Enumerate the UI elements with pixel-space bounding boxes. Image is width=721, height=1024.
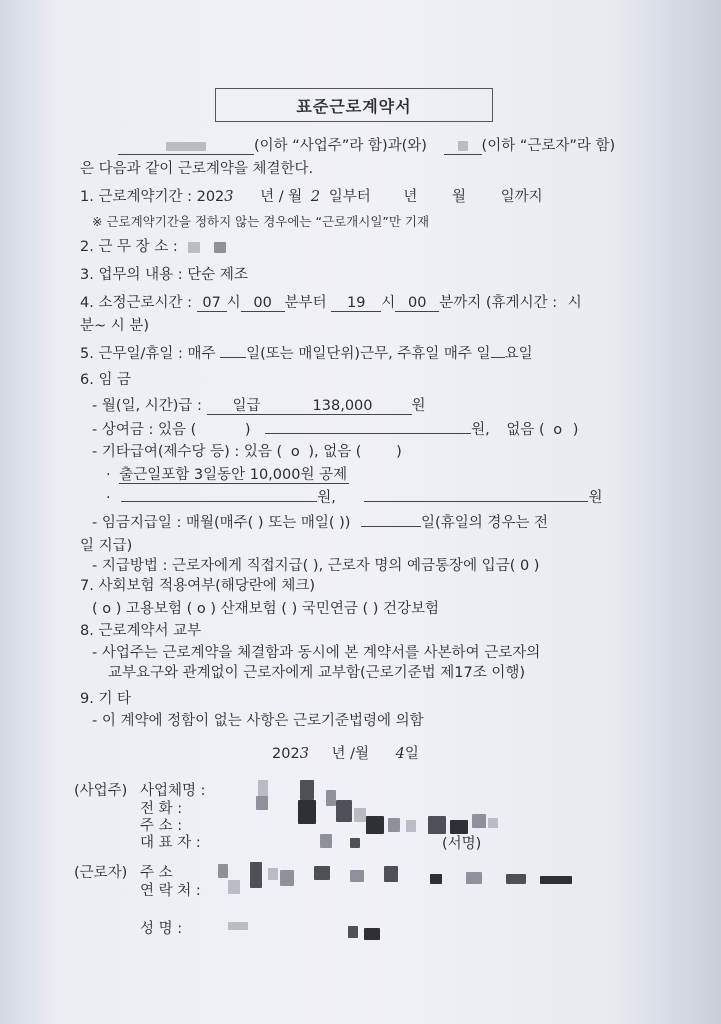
wage-amount: 138,000 [312,398,373,414]
start-hour: 07 [197,295,227,312]
employer-phone-label: 전 화 : [140,801,183,817]
bonus-line [92,421,578,439]
workplace-line [80,238,226,256]
wage-label: - 월(일, 시간)급 : [92,398,202,414]
wage-heading: 6. 임 금 [80,372,132,388]
start-year-handwritten: 3 [224,189,234,205]
wage-value [207,398,412,415]
employee-contact-label: 연 락 처 : [140,883,201,899]
end-hour: 19 [331,295,381,312]
payday-text: 일(휴일의 경우는 전 [421,515,548,531]
employer-rep-label: 대 표 자 : [140,835,201,851]
contract-period-note: ※ 근로계약기간을 정하지 않는 경우에는 “근로개시일”만 기재 [92,214,430,229]
employee-tag: (근로자) [74,865,128,881]
workday-line [80,345,533,363]
social-insurance-items: ( o ) 고용보험 ( o ) 산재보험 ( ) 국민연금 ( ) 건강보험 [92,601,440,617]
other-pay-label: - 기타급여(제수당 등) : 있음 ( [92,444,283,460]
job-description-value: 단순 제조 [187,267,248,283]
employer-name-blank [118,138,254,155]
social-insurance-heading: 7. 사회보험 적용여부(해당란에 체크) [80,578,316,594]
bonus-none-mark: o [553,422,563,438]
until-unit: 일까지 [500,189,543,205]
start-month-handwritten: 2 [310,189,321,205]
other-pay-bullet-1: · [106,467,111,483]
break-time-line: 분~ 시 분) [80,318,150,334]
employee-name-blank [444,138,482,155]
payday-label: - 임금지급일 : 매월(매주( ) 또는 매일( )) [92,515,351,531]
intro-line-1 [118,137,615,155]
job-description-label: 3. 업무의 내용 : [80,267,183,283]
etc-heading: 9. 기 타 [80,691,132,707]
wage-type: 일급 [232,398,261,414]
employer-company-label: 사업체명 : [140,783,206,799]
employee-address-label: 주 소 [140,865,173,881]
workplace-label: 2. 근 무 장 소 : [80,239,178,255]
job-description-line [80,266,248,284]
contract-period-line [80,188,543,206]
other-pay-item-3-blank [364,501,588,502]
hour-unit: 시 [226,295,241,311]
wage-won: 원 [411,398,426,414]
workday-suffix: 요일 [504,346,533,362]
employer-ref: (이하 “사업주”라 함)과(와) [254,138,427,154]
break-hour-unit: 시 [567,295,582,311]
other-pay-item-2 [106,489,602,507]
other-pay-item-2-blank [121,501,317,502]
end-year-unit: 년 [403,189,418,205]
from-unit: 일부터 [328,189,371,205]
end-month-unit: 월 [451,189,466,205]
payment-method-line: - 지급방법 : 근로자에게 직접지급( ), 근로자 명의 예금통장에 입금( 0 ) [92,558,540,574]
other-pay-line [92,443,402,461]
payday-line [92,514,548,532]
until-break-label: 분까지 (휴게시간 : [439,295,558,311]
employee-name-label: 성 명 : [140,921,183,937]
other-pay-bullet-2: · [106,490,111,506]
date-day-handwritten: 4 [395,746,405,762]
month-unit: 월 [288,189,303,205]
date-year-handwritten: 3 [299,746,309,762]
holiday-blank [491,357,505,358]
wage-line [92,397,426,415]
bonus-none-close: ) [572,422,579,438]
bonus-label: - 상여금 : 있음 ( [92,422,197,438]
intro-line-2: 은 다음과 같이 근로계약을 체결한다. [80,161,314,177]
contract-delivery-line-1: - 사업주는 근로계약을 체결함과 동시에 본 계약서를 사본하여 근로자의 [92,645,541,661]
employer-sign-label: (서명) [442,836,482,852]
date-year-prefix: 202 [272,746,300,762]
etc-line: - 이 계약에 정함이 없는 사항은 근로기준법령에 의함 [92,713,424,729]
employer-address-label: 주 소 : [140,818,183,834]
working-hours-label: 4. 소정근로시간 : [80,295,192,311]
other-pay-item-1 [106,466,349,484]
end-minute: 00 [395,295,439,312]
other-pay-item-2-won: 원, [317,490,336,506]
contract-delivery-line-2: 교부요구와 관계없이 근로자에게 교부함(근로기준법 제17조 이행) [108,665,525,681]
from-unit-2: 분부터 [284,295,327,311]
bonus-amount-blank [265,433,471,434]
other-pay-none-close: ) [396,444,402,460]
contract-period-label: 1. 근로계약기간 : [80,189,192,205]
other-pay-none: ), 없음 ( [308,444,362,460]
other-pay-mark: o [290,444,300,460]
employee-ref: (이하 “근로자”라 함) [481,138,616,154]
payday-line-2: 일 지급) [80,538,133,554]
start-minute: 00 [241,295,285,312]
workday-text: 일(또는 매일단위)근무, 주휴일 매주 일 [246,346,491,362]
other-pay-item-1-text: 출근일포함 3일동안 10,000원 공제 [119,467,348,483]
start-year-prefix: 202 [196,189,225,205]
bonus-close: ) [244,422,251,438]
workday-label: 5. 근무일/휴일 : 매주 [80,346,216,362]
payday-blank [361,526,421,527]
bonus-won: 원, [471,422,490,438]
contract-delivery-heading: 8. 근로계약서 교부 [80,623,202,639]
date-day-unit: 일 [404,746,419,762]
employer-tag: (사업주) [74,783,128,799]
workday-blank [220,357,246,358]
contract-date [272,745,419,763]
date-year-month-unit: 년 /월 [331,746,370,762]
bonus-none: 없음 ( [506,422,545,438]
working-hours-line [80,294,582,312]
other-pay-item-3-won: 원 [588,490,603,506]
document-title: 표준근로계약서 [215,88,493,122]
hour-unit-2: 시 [381,295,396,311]
year-unit: 년 / [260,189,284,205]
